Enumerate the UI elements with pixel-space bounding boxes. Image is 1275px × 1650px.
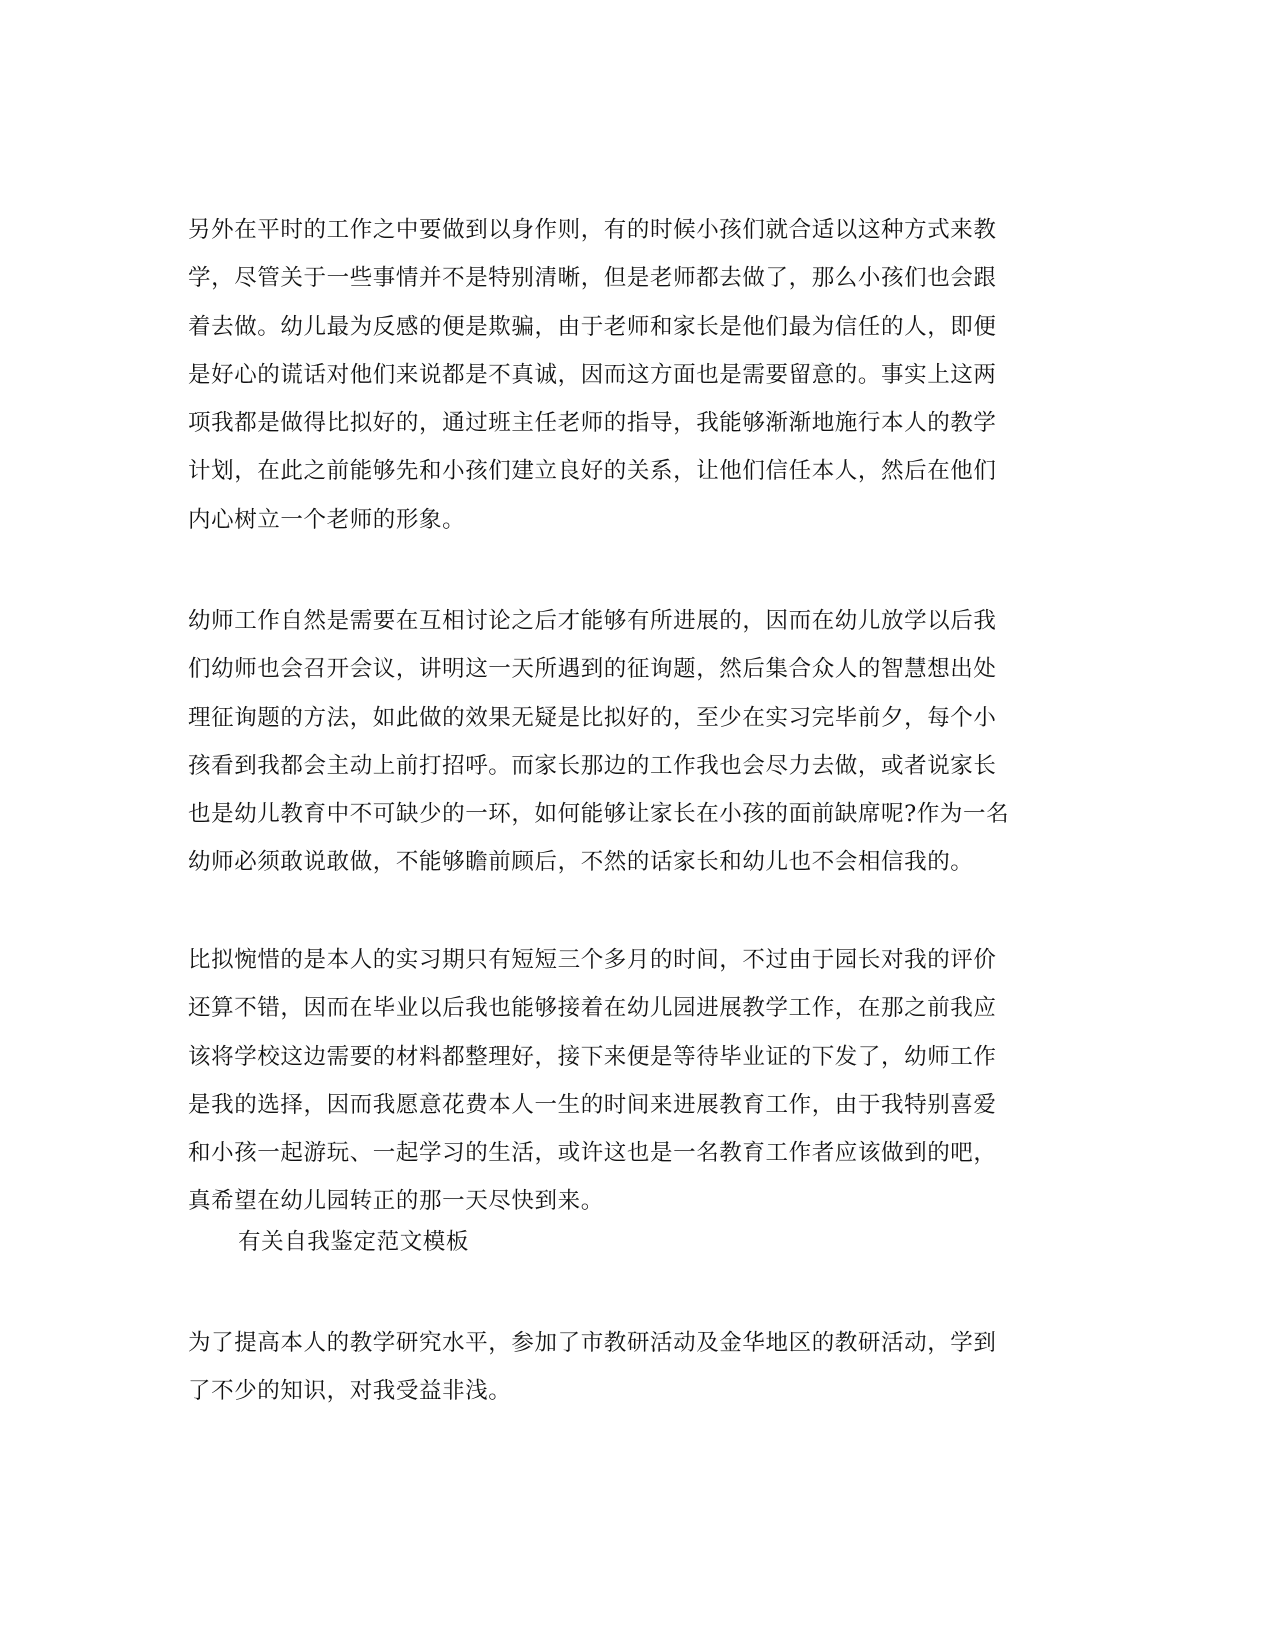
paragraph-line: 计划，在此之前能够先和小孩们建立良好的关系，让他们信任本人，然后在他们 <box>188 458 997 485</box>
paragraph-line: 为了提高本人的教学研究水平，参加了市教研活动及金华地区的教研活动，学到 <box>188 1330 997 1356</box>
paragraph-2 <box>188 597 1068 887</box>
paragraph-line: 着去做。幼儿最为反感的便是欺骗，由于老师和家长是他们最为信任的人，即便 <box>188 313 997 340</box>
paragraph-line: 幼师必须敢说敢做，不能够瞻前顾后，不然的话家长和幼儿也不会相信我的。 <box>188 849 974 876</box>
section-subheading: 有关自我鉴定范文模板 <box>238 1229 470 1255</box>
paragraph-line: 是我的选择，因而我愿意花费本人一生的时间来进展教育工作，由于我特别喜爱 <box>188 1091 997 1118</box>
paragraph-1 <box>188 206 1068 544</box>
paragraph-line: 内心树立一个老师的形象。 <box>188 506 466 533</box>
paragraph-line: 该将学校这边需要的材料都整理好，接下来便是等待毕业证的下发了，幼师工作 <box>188 1043 997 1070</box>
paragraph-line: 也是幼儿教育中不可缺少的一环，如何能够让家长在小孩的面前缺席呢?作为一名 <box>188 801 1010 828</box>
paragraph-line: 真希望在幼儿园转正的那一天尽快到来。 <box>188 1188 604 1215</box>
paragraph-line: 理征询题的方法，如此做的效果无疑是比拟好的，至少在实习完毕前夕，每个小 <box>188 704 997 731</box>
closing-paragraph <box>188 1319 1068 1416</box>
paragraph-line: 比拟惋惜的是本人的实习期只有短短三个多月的时间，不过由于园长对我的评价 <box>188 947 997 973</box>
paragraph-line: 们幼师也会召开会议，讲明这一天所遇到的征询题，然后集合众人的智慧想出处 <box>188 656 997 683</box>
paragraph-3 <box>188 936 1068 1226</box>
paragraph-line: 孩看到我都会主动上前打招呼。而家长那边的工作我也会尽力去做，或者说家长 <box>188 752 997 779</box>
paragraph-line: 还算不错，因而在毕业以后我也能够接着在幼儿园进展教学工作，在那之前我应 <box>188 995 997 1022</box>
paragraph-line: 幼师工作自然是需要在互相讨论之后才能够有所进展的，因而在幼儿放学以后我 <box>188 608 997 634</box>
paragraph-line: 了不少的知识，对我受益非浅。 <box>188 1378 512 1405</box>
paragraph-line: 学，尽管关于一些事情并不是特别清晰，但是老师都去做了，那么小孩们也会跟 <box>188 265 997 292</box>
paragraph-line: 项我都是做得比拟好的，通过班主任老师的指导，我能够渐渐地施行本人的教学 <box>188 410 997 437</box>
paragraph-line: 另外在平时的工作之中要做到以身作则，有的时候小孩们就合适以这种方式来教 <box>188 217 997 243</box>
paragraph-line: 是好心的谎话对他们来说都是不真诚，因而这方面也是需要留意的。事实上这两 <box>188 361 997 388</box>
paragraph-line: 和小孩一起游玩、一起学习的生活，或许这也是一名教育工作者应该做到的吧， <box>188 1140 997 1167</box>
